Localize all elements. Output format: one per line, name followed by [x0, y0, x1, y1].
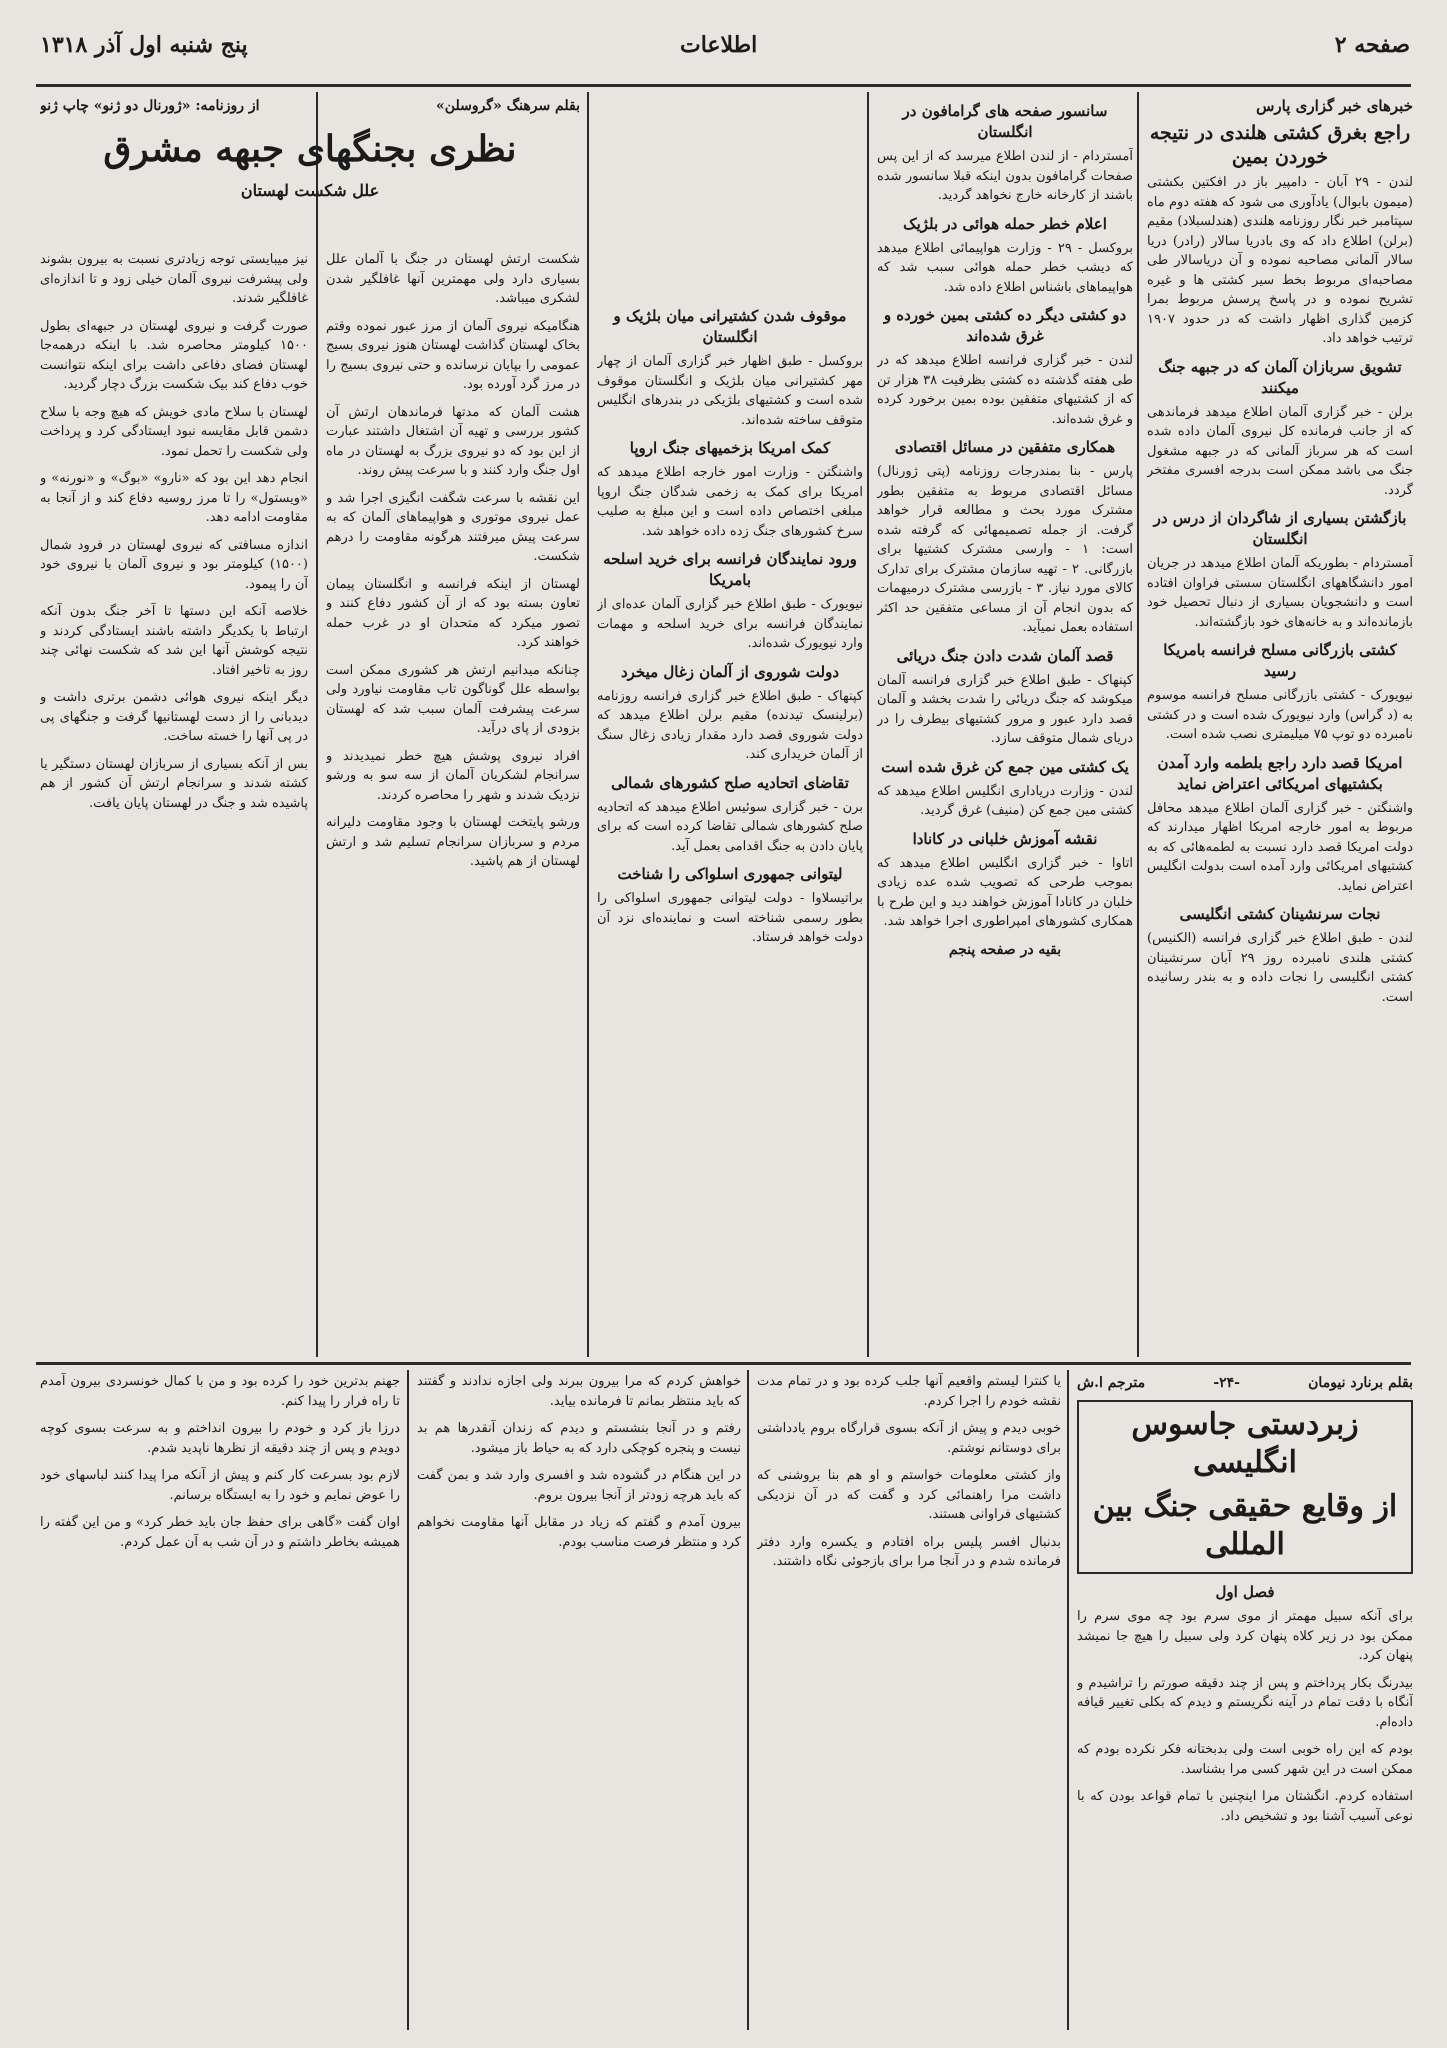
article-headline: همکاری متفقین در مسائل اقتصادی	[894, 438, 1116, 456]
article-body: چنانکه میدانیم ارتش هر کشوری ممکن است بواسطه علل گوناگون تاب مقاومت نیاورد ولی سرعت پیشرفت آلمان سبب شد که لهستان بزودی از پای درآید.	[326, 662, 580, 736]
serial-body: خوبی دیدم و پیش از آنکه بسوی قرارگاه بروم یادداشتی برای دوستانم نوشتم.	[757, 1421, 1061, 1456]
serial-body: در این هنگام در گشوده شد و افسری وارد شد و بمن گفت که باید هرچه زودتر از آنجا بیرون بروم.	[417, 1468, 741, 1503]
serial-body: برای آنکه سبیل مهمتر از موی سرم بود چه موی سرم را ممکن بود در زیر کلاه پنهان کرد ولی سبیل را هیچ جا نمیشد پنهان کرد.	[1077, 1609, 1413, 1663]
article-body: لهستان از اینکه فرانسه و انگلستان پیمان تعاون بسته بود که از آن کشور دفاع کنند و تصور میکرد که متحدان او در غرب حمله خواهند کرد.	[326, 576, 580, 650]
article-headline: کمک امریکا بزخمیهای جنگ اروپا	[629, 439, 831, 457]
page-number: صفحه ۲	[1334, 32, 1410, 58]
feature-headline: نظری بجنگهای جبهه مشرق	[103, 128, 517, 170]
section-rule	[36, 1362, 1411, 1365]
article-headline: کشتی بازرگانی مسلح فرانسه بامریکا رسید	[1163, 641, 1397, 680]
article-headline: موقوف شدن کشتیرانی میان بلژیک و انگلستان	[613, 307, 847, 346]
byline: بقلم سرهنگ «گروسلن»	[436, 98, 580, 114]
serial-column-4	[40, 1372, 400, 2032]
article-headline: تشویق سربازان آلمان که در جبهه جنگ میکنند	[1158, 357, 1402, 397]
serial-body: اوان گفت «گاهی برای حفظ جان باید خطر کرد» و من این گفته را همیشه بخاطر داشتم و در آن شب به آن عمل کردم.	[40, 1515, 400, 1550]
continued-note: بقیه در صفحه پنجم	[948, 941, 1062, 958]
article-headline: ورود نمایندگان فرانسه برای خرید اسلحه بامریکا	[603, 550, 857, 589]
article-headline: یک کشتی مین جمع کن غرق شده است	[881, 757, 1129, 776]
article-body: بس از آنکه بسیاری از سربازان لهستان دستگیر یا کشته شدند و سرانجام ارتش آن کشور از هم پاشیده شد و جنگ در لهستان پایان یافت.	[40, 756, 308, 811]
column-rule	[1067, 1370, 1069, 2030]
serial-title: زبردستی جاسوس انگلیسی	[1131, 1407, 1359, 1480]
serial-author: بقلم برنارد نیومان	[1308, 1375, 1413, 1391]
article-body: کپنهاک - طبق اطلاع خبر گزاری فرانسه روزنامه (برلینسک تیدنده) مقیم برلن اطلاع میدهد که دولت شوروی قصد دارد مقدار زیادی زغال سنگ از آلمان خریداری کند.	[597, 688, 863, 762]
article-body: افراد نیروی پوشش هیچ خطر نمیدیدند و سرانجام لشکریان آلمان از سه سو به ورشو نزدیک شدند و شهر را محاصره کردند.	[326, 748, 580, 803]
article-body: خلاصه آنکه این دستها تا آخر جنگ بدون آنکه ارتباط با یکدیگر داشته باشند ایستادگی کردند و نتیجه کوشش آنها این شد که شکست نهائی چند روز به تاخیر افتاد.	[40, 604, 308, 678]
column-5	[40, 250, 308, 1357]
article-body: نیویورک - کشتی بازرگانی مسلح فرانسه موسوم به (د گراس) وارد نیویورک شده است و در کشتی نامبرده دو توپ ۷۵ میلیمتری نصب شده است.	[1147, 688, 1413, 742]
article-body: آمستردام - بطوریکه آلمان اطلاع میدهد در جریان امور دانشگاههای انگلستان سستی فراوان افتاده است و دانشجویان بسیاری از دنبال تحصیل خود بازمانده‌اند و به خانه‌های خود بازگشته‌اند.	[1147, 556, 1413, 630]
serial-body: لازم بود بسرعت کار کنم و پیش از آنکه مرا پیدا کنند لباسهای خود را عوض نمایم و خود را به ایستگاه برسانم.	[40, 1468, 400, 1503]
article-headline: دولت شوروی از آلمان زغال میخرد	[620, 662, 840, 681]
article-body: واشنگتن - خبر گزاری آلمان اطلاع میدهد محافل مربوط به امور خارجه امریکا اظهار میدارند که دولت امریکا قصد دارد نسبت به لطمه‌هائی که به کشتیهای امریکائی وارد آمده است بدولت انگلیس اعتراض نماید.	[1147, 800, 1413, 894]
serial-column-2	[757, 1372, 1061, 2032]
article-body: آمستردام - از لندن اطلاع میرسد که از این پس صفحات گرامافون بدون اینکه قبلا سانسور شده باشند از کارخانه خارج نخواهد گردید.	[877, 149, 1133, 203]
article-body: اندازه مسافتی که نیروی لهستان در فرود شمال (۱۵۰۰) کیلومتر بود و نیروی آلمان با نیروی خود آن را پیمود.	[40, 537, 308, 592]
serial-subtitle: از وقایع حقیقی جنگ بین المللی	[1092, 1489, 1398, 1562]
serial-body: خواهش کردم که مرا بیرون ببرند ولی اجازه ندادند و گفتند که باید منتظر بمانم تا فرمانده بیاید.	[417, 1374, 741, 1409]
article-body: پارس - بنا بمندرجات روزنامه (پتی ژورنال) مسائل اقتصادی مربوط به متفقین بطور مشترک مورد بحث و مطالعه قرار خواهد گرفت. از جمله تصمیمهائی که گرفته شده است: ۱ - وارسی مشترک کشتیها برای بازرگانی. ۲ - تهیه سازمان مشترک برای تدارک کالای مورد نیاز. ۳ - بازرسی مشترک درمیهمات که بدون انجام آن از مساعی متفقین حد اکثر استفاده بعمل نمیآید.	[877, 464, 1133, 635]
article-body: لندن - وزارت دریاداری انگلیس اطلاع میدهد که کشتی مین جمع کن (منیف) غرق گردید.	[877, 783, 1133, 818]
column-rule	[867, 92, 869, 1357]
column-4	[326, 250, 580, 1357]
article-body: بروکسل - طبق اظهار خبر گزاری آلمان از چهار مهر کشتیرانی میان بلژیک و انگلستان موقوف شده است و کشتیهای بلژیکی در بندرهای انگلیس متوقف ساخته شده‌اند.	[597, 354, 863, 428]
column-rule	[407, 1370, 409, 2030]
article-body: براتیسلاوا - دولت لیتوانی جمهوری اسلواکی را بطور رسمی شناخته است و نماینده‌ای نزد آن دولت خواهد فرستاد.	[597, 891, 863, 945]
serial-chapter: فصل اول	[1215, 1583, 1275, 1601]
serial-body: جهنم بدترین خود را کرده بود و من با کمال خونسردی بیرون آمدم تا راه فرار را پیدا کنم.	[40, 1374, 400, 1409]
column-3	[597, 300, 863, 1357]
article-body: لندن - طبق اطلاع خبر گزاری فرانسه (الکنیس) کشتی هلندی نامبرده روز ۲۹ آبان سرنشینان کشتی انگلیسی را نجات داده و به بندر رسانیده است.	[1147, 931, 1413, 1005]
article-body: لندن - خبر گزاری فرانسه اطلاع میدهد که در طی هفته گذشته ده کشتی بظرفیت ۳۸ هزار تن که از کشتیهای متفقین بوده بمین برخورد کرده و غرق شده‌اند.	[877, 353, 1133, 427]
article-body: اتاوا - خبر گزاری انگلیس اطلاع میدهد که بموجب طرحی که تصویب شده عده زیادی خلبان در کانادا آموزش خواهند دید و این طرح با همکاری کشورهای امپراطوری اجرا خواهد شد.	[877, 855, 1133, 929]
article-headline: تقاضای اتحادیه صلح کشورهای شمالی	[611, 773, 849, 792]
article-headline: لیتوانی جمهوری اسلواکی را شناخت	[617, 865, 843, 883]
article-body: ورشو پایتخت لهستان با وجود مقاومت دلیرانه مردم و سربازان سرانجام تسلیم شد و ارتش لهستان از هم پاشید.	[326, 815, 580, 869]
serial-column-3	[417, 1372, 741, 2032]
serial-number: -۲۴-	[1213, 1375, 1240, 1391]
article-headline: قصد آلمان شدت دادن جنگ دریائی	[896, 646, 1114, 665]
serial-body: استفاده کردم. انگشتان مرا اینچنین با تمام قواعد بودن که با نوعی آسیب آشنا بود و تشخیص داد.	[1077, 1789, 1413, 1824]
feature-header	[40, 95, 580, 250]
article-body: کپنهاک - طبق اطلاع خبر گزاری فرانسه آلمان میکوشد که جنگ دریائی را شدت بخشد و آلمان قصد دارد عبور و مرور کشتیهای بیطرف را در دریای شمال متوقف سازد.	[877, 672, 1133, 746]
serial-body: رفتم و در آنجا بنشستم و دیدم که زندان آنقدرها هم بد نیست و پنجره کوچکی دارد که به حیاط باز میشود.	[417, 1421, 741, 1456]
masthead-rule	[36, 84, 1411, 87]
article-headline: سانسور صفحه های گرامافون در انگلستان	[902, 102, 1108, 141]
article-body: دیگر اینکه نیروی هوائی دشمن برتری داشت و دیدبانی را از دست لهستانیها گرفت و جنگهای پی در پی آنها را خسته ساخت.	[40, 690, 308, 744]
source-note: از روزنامه: «ژورنال دو ژنو» چاپ ژنو	[40, 98, 260, 114]
column-rule	[1137, 92, 1139, 1357]
paper-name: اطلاعات	[680, 32, 758, 58]
article-headline: بازگشتن بسیاری از شاگردان از درس در انگلستان	[1153, 509, 1407, 548]
issue-date: پنج شنبه اول آذر ۱۳۱۸	[40, 32, 248, 58]
feature-subhead: علل شکست لهستان	[240, 181, 380, 200]
article-body: برن - خبر گزاری سوئیس اطلاع میدهد که اتحادیه صلح کشورهای شمالی تقاضا کرده است که برای پایان دادن به جنگ اقدامی بعمل آید.	[597, 799, 863, 854]
article-body: واشنگتن - وزارت امور خارجه اطلاع میدهد که امریکا برای کمک به زخمی شدگان جنگ اروپا مبلغی اختصاص داده است و این مبلغ به صلیب سرخ کشورهای جنگ زده داده خواهد شد.	[597, 465, 863, 539]
serial-body: بودم که این راه خوبی است ولی بدبختانه فکر نکرده بودم که ممکن است در این شهر کسی مرا بشناسد.	[1077, 1742, 1413, 1777]
article-body: لهستان با سلاح مادی خویش که هیچ وجه با سلاح دشمن قابل مقایسه نبود ایستادگی کرد و پرداخت ولی شکست را تحمل نمود.	[40, 404, 308, 459]
article-headline: نجات سرنشینان کشتی انگلیسی	[1179, 905, 1381, 923]
article-body: هنگامیکه نیروی آلمان از مرز عبور نموده وقتم بخاک لهستان گذاشت لهستان هنوز نیروی بسیج عمومی را بپایان نرسانده و حتی نیروی بسیج را در مرز گرد آورده بود.	[326, 318, 580, 392]
article-body: بروکسل - ۲۹ - وزارت هواپیمائی اطلاع میدهد که دیشب خطر حمله هوائی سبب شد که هواپیماهای باشناس اطلاع داده شد.	[877, 240, 1133, 295]
article-headline: امریکا قصد دارد راجع بلطمه وارد آمدن بکشتیهای امریکائی اعتراض نماید	[1157, 753, 1403, 793]
article-body: صورت گرفت و نیروی لهستان در جبهه‌ای بطول ۱۵۰۰ کیلومتر محاصره شد. با اینکه درهمه‌جا لهستان فضای دفاعی داشت برای اینکه نتوانست خوب دفاع کند بیک شکست بزرگ دچار گردید.	[40, 318, 308, 392]
article-headline: راجع بغرق کشتی هلندی در نتیجه خوردن بمین	[1149, 122, 1411, 168]
serial-body: بیدرنگ بکار پرداختم و پس از چند دقیقه صورتم را تراشیدم و آنگاه با دقت تمام در آینه نگریستم و دیدم که بکلی تغییر قیافه داده‌ام.	[1077, 1675, 1413, 1730]
article-body: هشت آلمان که مدتها فرماندهان ارتش آن کشور بررسی و تهیه آن اشتغال داشتند عبارت از این بود که دو نیروی بزرگ به لهستان در ماه اول جنگ وارد کنند و با سرعت پیش روند.	[326, 404, 580, 478]
column-2	[877, 95, 1133, 1357]
serial-body: بدنبال افسر پلیس براه افتادم و یکسره وارد دفتر فرمانده شدم و در آنجا مرا برای بازجوئی نگاه داشتند.	[757, 1534, 1061, 1569]
column-kicker: خبرهای خبر گزاری پارس	[1256, 97, 1413, 115]
article-body: نیویورک - طبق اطلاع خبر گزاری آلمان عده‌ای از نمایندگان فرانسه برای خرید اسلحه و مهمات وارد نیویورک شده‌اند.	[597, 597, 863, 651]
article-body: برلن - خبر گزاری آلمان اطلاع میدهد فرماندهی که از جانب فرمانده کل نیروی آلمان داده شده است که هر سرباز آلمانی که در جبهه مشغول جنگ می باشد ممکن است بدرجه افسری مفتخر گردد.	[1147, 404, 1413, 498]
article-body: شکست ارتش لهستان در جنگ با آلمان علل بسیاری دارد ولی مهمترین آنها غافلگیر شدن لشکری میباشد.	[326, 252, 580, 306]
column-1	[1147, 95, 1413, 1357]
article-headline: دو کشتی دیگر ده کشتی بمین خورده و غرق شده‌اند	[883, 306, 1127, 345]
serial-translator: مترجم ا.ش	[1077, 1375, 1146, 1391]
serial-body: یا کنترا لیستم واقعیم آنها جلب کرده بود و در تمام مدت نقشه خودم را اجرا کردم.	[757, 1374, 1061, 1409]
article-body: نیز میبایستی توجه زیادتری نسبت به بیرون بشوند ولی پیشرفت نیروی آلمان خیلی زود و تا اندازه‌ای غافلگیر شدند.	[40, 252, 308, 306]
serial-body: بیرون آمدم و گفتم که زیاد در مقابل آنها مقاومت نخواهم کرد و منتظر فرصت مناسب بودم.	[417, 1515, 741, 1550]
article-headline: نقشه آموزش خلبانی در کانادا	[912, 829, 1098, 848]
serial-body: واز کشتی معلومات خواستم و او هم بنا بروشنی که داشت مرا راهنمائی کرد و گفت که در آن نزدیکی کشتیهای فراوانی هستند.	[757, 1468, 1061, 1522]
article-headline: اعلام خطر حمله هوائی در بلژیک	[903, 214, 1107, 233]
article-body: این نقشه با سرعت شگفت انگیزی اجرا شد و عمل نیروی موتوری و هواپیماهای آلمان که به سرعت پیش میرفتند هرگونه مقاومت را درهم شکست.	[326, 490, 580, 564]
serial-body: درزا باز کرد و خودم را بیرون انداختم و به سرعت بسوی کوچه دویدم و پس از چند دقیقه از نظرها ناپدید شدم.	[40, 1421, 400, 1456]
article-body: لندن - ۲۹ آبان - دامپیر باز در افکتین بکشتی (میمون بابوال) یادآوری می شود که هفته دوم ماه سپتامبر خبر نگار روزنامه هلندی (هندلسبلاد) مقیم (برلن) اطلاع داد که وی بادریا سالار (رادر) دریا سالار آلمانی مصاحبه نموده و آن دریاسالار طی مصاحبه‌ای مربوط بخط سیر کشتی ها و غیره تشریح نموده و در پاسخ پرسش مربوط بمرا کزمین گذاری اظهار داشت که در حدود ۱۹۰۷ ترتیب خواهد داد.	[1147, 175, 1413, 346]
serial-title-box	[1077, 1400, 1413, 1574]
serial-column-1	[1077, 1372, 1413, 2032]
column-rule	[316, 92, 318, 1357]
column-rule	[747, 1370, 749, 2030]
column-rule	[587, 92, 589, 1357]
masthead	[40, 20, 1410, 82]
article-body: انجام دهد این بود که «نارو» «بوگ» و «نورنه» و «ویستول» را تا مرز روسیه دفاع کند و از آنجا به مقاومت ادامه دهد.	[40, 471, 308, 525]
